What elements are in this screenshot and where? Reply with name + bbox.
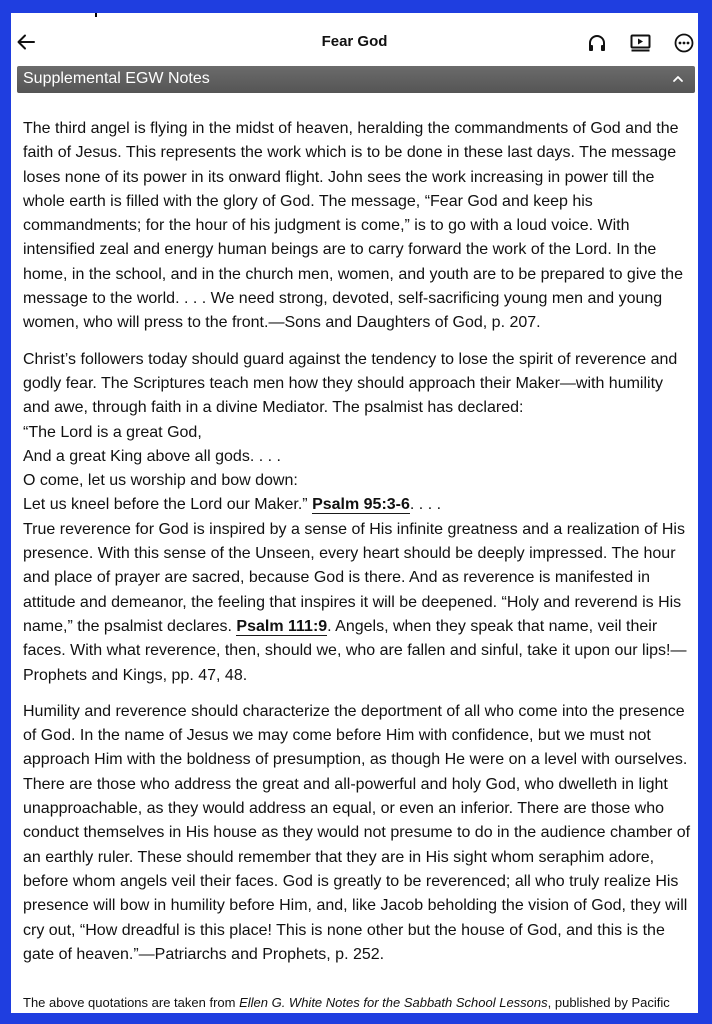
page-title: Fear God bbox=[321, 33, 388, 50]
paragraph-2-body bbox=[23, 518, 691, 688]
footnote-text: The above quotations are taken from bbox=[23, 995, 240, 1010]
paragraph-2-intro: Christ’s followers today should guard against the tendency to lose the spirit of reverence and godly fear. The Scriptures teach men how they should approach their Maker—with humility and awe, through faith in a divine Mediator. The psalmist has declared: bbox=[23, 350, 678, 417]
quote-text: Let us kneel before the Lord our Maker.” bbox=[23, 496, 313, 514]
scripture-link-psalm-111[interactable]: Psalm 111:9 bbox=[236, 617, 328, 635]
footnote-book-title: Ellen G. White Notes for the Sabbath School Lessons bbox=[239, 995, 548, 1010]
quote-line: And a great King above all gods. . . . bbox=[23, 447, 281, 465]
source-footnote bbox=[23, 995, 698, 1010]
app-screen bbox=[11, 13, 698, 1013]
paragraph-1: The third angel is flying in the midst of heaven, heralding the commandments of God and the faith of Jesus. This represents the work which is to be done in these last days. The message loses none of its power in its onward flight. John sees the work increasing in power till the whole earth is filled with the glory of God. The message, “Fear God and keep his commandments; for the hour of his judgment is come,” is to go with a loud voice. With intensified zeal and energy human beings are to carry forward the work of the Lord. In the home, in the school, and in the church men, women, and youth are to be prepared to give the message to the world. . . . We need strong, devoted, self-sacrificing young men and young women, who will press to the front.—Sons and Daughters of God, p. 207. bbox=[23, 120, 683, 332]
footnote-text: , published by Pacific bbox=[547, 995, 670, 1010]
quote-ellipsis: . . . . bbox=[409, 496, 442, 514]
video-play-icon[interactable] bbox=[628, 31, 652, 55]
more-options-icon[interactable] bbox=[672, 31, 696, 55]
quote-line-with-reference bbox=[23, 493, 691, 517]
scripture-link-psalm-95[interactable]: Psalm 95:3-6 bbox=[312, 496, 410, 514]
section-header-supplemental-notes[interactable] bbox=[17, 66, 695, 93]
body-text: True reverence for God is inspired by a sense of His infinite greatness and a realization of His presence. With this sense of the Unseen, every heart should be deeply impressed. The hour and place of prayer are sacred, because God is there. And as reverence is manifested in attitude and demeanor, the feeling that inspires it will be deepened. “Holy and reverend is His name,” the psalmist declares. bbox=[23, 520, 685, 635]
body-text: . Angels, when they speak that name, veil their faces. With what reverence, then, should we, who are fallen and sinful, take it upon our lips!—Prophets and Kings, pp. 47, 48. bbox=[23, 617, 687, 684]
notes-content bbox=[23, 117, 691, 979]
paragraph-2 bbox=[23, 348, 691, 688]
quote-line: “The Lord is a great God, bbox=[23, 423, 202, 441]
section-title: Supplemental EGW Notes bbox=[23, 70, 210, 87]
headphones-icon[interactable] bbox=[585, 31, 609, 55]
chevron-up-icon[interactable] bbox=[671, 72, 685, 86]
paragraph-3: Humility and reverence should characterize the deportment of all who come into the presence of God. In the name of Jesus we may come before Him with confidence, but we must not approach Him with the boldness of presumption, as though He were on a level with ourselves. There are those who address the great and all-powerful and holy God, who dwelleth in light unapproachable, as they would address an equal, or even an inferior. There are those who conduct themselves in His house as they would not presume to do in the audience chamber of an earthly ruler. These should remember that they are in His sight whom seraphim adore, before whom angels veil their faces. God is greatly to be reverenced; all who truly realize His presence will bow in humility before Him, and, like Jacob beholding the vision of God, they will cry out, “How dreadful is this place! This is none other but the house of God, and this is the gate of heaven.”—Patriarchs and Prophets, p. 252. bbox=[23, 702, 691, 963]
status-bar-fragment bbox=[95, 13, 97, 17]
quote-line: O come, let us worship and bow down: bbox=[23, 472, 298, 490]
top-app-bar bbox=[11, 13, 698, 65]
